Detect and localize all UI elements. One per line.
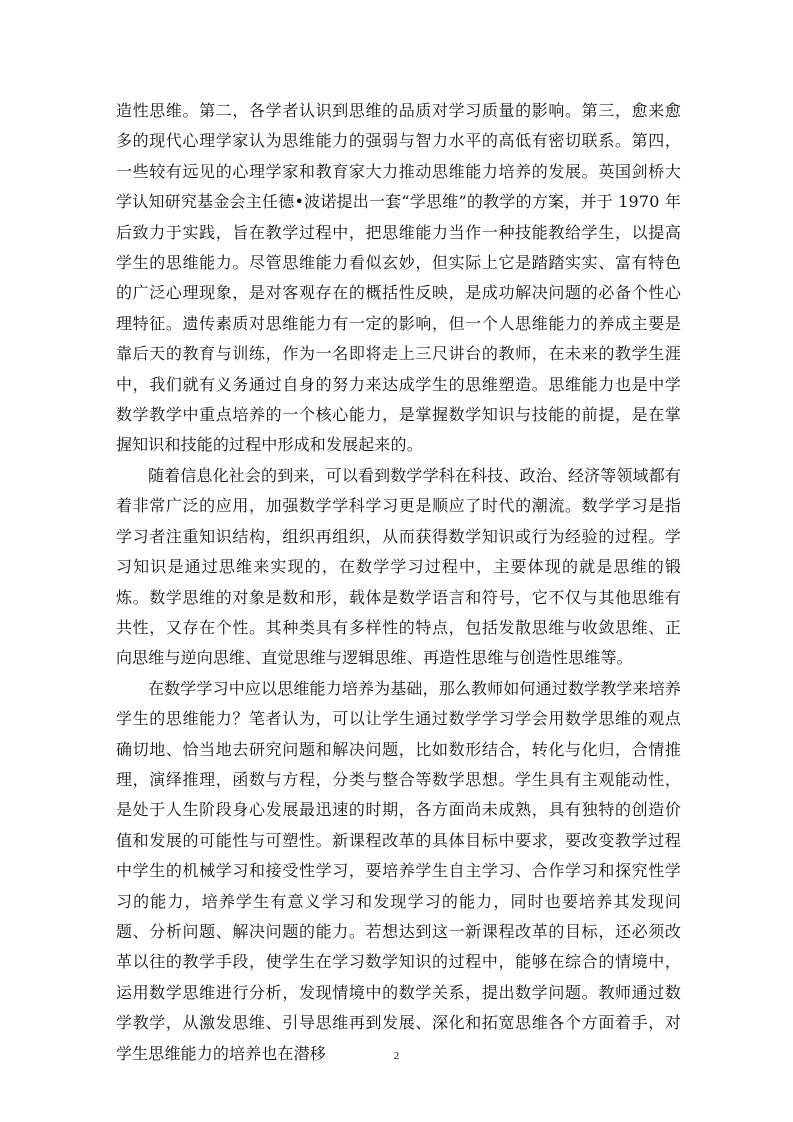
paragraph-information-society: 随着信息化社会的到来，可以看到数学学科在科技、政治、经济等领域都有着非常广泛的应用，加强数学学科学习更是顺应了时代的潮流。数学学习是指学习者注重知识结构，组织再组织，从而获得数学知识或行为经验的过程。学习知识是通过思维来实现的，在数学学习过程中，主要体现的就是思维的锻炼。数学思维的对象是数和形，载体是数学语言和符号，它不仅与其他思维有共性，又存在个性。其种类具有多样性的特点，包括发散思维与收敛思维、正向思维与逆向思维、直觉思维与逻辑思维、再造性思维与创造性思维等。 xyxy=(116,465,681,668)
paragraph-continued: 造性思维。第二，各学者认识到思维的品质对学习质量的影响。第三，愈来愈多的现代心理学家认为思维能力的强弱与智力水平的高低有密切联系。第四，一些较有远见的心理学家和教育家大力推动思维能力培养的发展。英国剑桥大学认知研究基金会主任德•波诺提出一套“学思维”的教学的方案，并于 1970 年后致力于实践，旨在教学过程中，把思维能力当作一种技能教给学生，以提高学生的思维能力。尽管思维能力看似玄妙，但实际上它是踏踏实实、富有特色的广泛心理现象，是对客观存在的概括性反映，是成功解决问题的必备个性心理特征。遗传素质对思维能力有一定的影响，但一个人思维能力的养成主要是靠后天的教育与训练，作为一名即将走上三尺讲台的教师，在未来的教学生涯中，我们就有义务通过自身的努力来达成学生的思维塑造。思维能力也是中学数学教学中重点培养的一个核心能力，是掌握数学知识与技能的前提，是在掌握知识和技能的过程中形成和发展起来的。 xyxy=(116,101,681,455)
body-text xyxy=(116,96,681,1069)
paragraph-thinking-ability-cultivation: 在数学学习中应以思维能力培养为基础，那么教师如何通过数学教学来培养学生的思维能力？笔者认为，可以让学生通过数学学习学会用数学思维的观点确切地、恰当地去研究问题和解决问题，比如数形结合，转化与化归，合情推理，演绎推理，函数与方程，分类与整合等数学思想。学生具有主观能动性，是处于人生阶段身心发展最迅速的时期，各方面尚未成熟，具有独特的创造价值和发展的可能性与可塑性。新课程改革的具体目标中要求，要改变教学过程中学生的机械学习和接受性学习，要培养学生自主学习、合作学习和探究性学习的能力，培养学生有意义学习和发现学习的能力，同时也要培养其发现问题、分析问题、解决问题的能力。若想达到这一新课程改革的目标，还必须改革以往的教学手段，使学生在学习数学知识的过程中，能够在综合的情境中，运用数学思维进行分析，发现情境中的数学关系，提出数学问题。教师通过数学教学，从激发思维、引导思维再到发展、深化和拓宽思维各个方面着手，对学生思维能力的培养也在潜移 xyxy=(116,678,681,1063)
page-number: 2 xyxy=(393,1050,400,1062)
